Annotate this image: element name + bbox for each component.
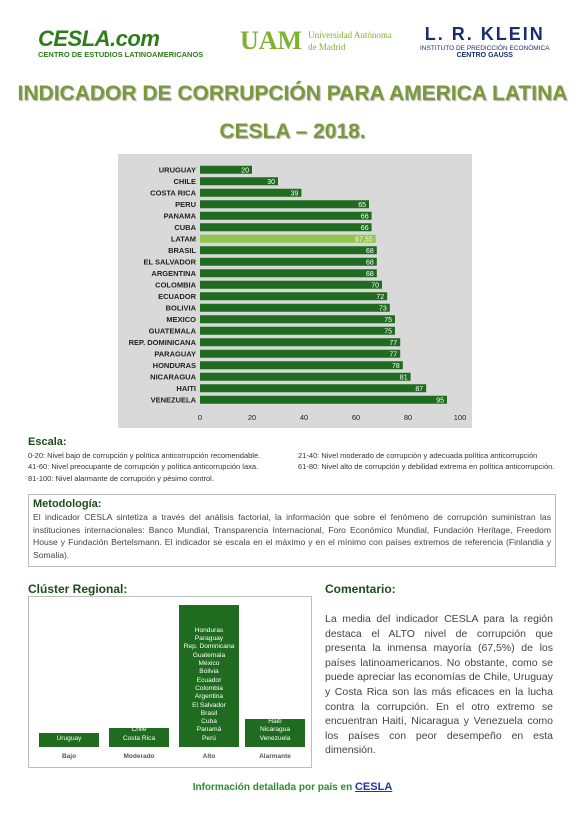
bar-brasil — [200, 246, 377, 254]
value-label-haiti: 87 — [415, 385, 424, 393]
value-label-cuba: 66 — [360, 224, 369, 232]
bar-honduras — [200, 361, 403, 369]
category-label-brasil: BRASIL — [168, 245, 196, 255]
cluster-label-moderado: Moderado — [123, 753, 155, 760]
category-label-venezuela: VENEZUELA — [150, 395, 196, 405]
cluster-country: Bolivia — [199, 668, 219, 676]
value-label-bolivia: 73 — [379, 305, 387, 313]
uam-logo-mark: UAM — [240, 26, 303, 55]
metodologia-text: El indicador CESLA sintetiza a través del análisis factorial, la información que sobre el fenómeno de corrupción suministran las instituciones internacionales: Banco Mundial, Transparencia Internacional, Foro Económico Mundial, Fundación Heritage, Freedom House y Fundación Bertelsmann. El indicador se escala en el máximo y en el mínimo con países extremos de referencia (Finlandia y Somalia). — [33, 512, 551, 560]
category-label-rep-dominicana: REP. DOMINICANA — [128, 337, 196, 347]
value-label-brasil: 68 — [366, 247, 374, 255]
cluster-label-alarmante: Alarmante — [259, 753, 291, 760]
cluster-country: Chile — [131, 726, 147, 734]
x-tick-60: 60 — [351, 413, 361, 422]
category-label-chile: CHILE — [173, 176, 196, 186]
cesla-logo[interactable] — [38, 26, 203, 59]
category-label-cuba: CUBA — [174, 222, 196, 232]
category-label-panama: PANAMA — [163, 211, 196, 221]
metodologia-box — [28, 494, 556, 567]
escala-item-21-40: 21-40: Nivel moderado de corrupción y adecuada política anticorrupción — [298, 451, 538, 460]
value-label-chile: 30 — [267, 178, 275, 186]
x-tick-20: 20 — [247, 413, 257, 422]
bar-cuba — [200, 223, 372, 231]
category-label-honduras: HONDURAS — [152, 360, 196, 370]
cluster-country: El Salvador — [192, 701, 226, 709]
category-label-haiti: HAITI — [176, 383, 196, 393]
value-label-mexico: 75 — [384, 316, 392, 324]
cesla-logo-text: CESLA.com — [38, 26, 160, 51]
cluster-country: Venezuela — [259, 734, 291, 742]
cluster-label-bajo: Bajo — [61, 753, 77, 760]
bar-venezuela — [200, 396, 447, 404]
cluster-country: Ecuador — [196, 676, 222, 684]
bar-guatemala — [200, 327, 395, 335]
bar-panama — [200, 212, 372, 220]
cluster-country: Cuba — [201, 718, 217, 726]
cluster-country: Colombia — [195, 684, 223, 692]
cluster-bar-moderado — [109, 728, 169, 747]
value-label-colombia: 70 — [371, 282, 379, 290]
value-label-latam: 67,55 — [355, 236, 373, 244]
corruption-chart — [118, 154, 472, 428]
klein-logo-center: CENTRO GAUSS — [456, 52, 513, 59]
cluster-country: Panamá — [196, 726, 222, 734]
cluster-country: Haití — [268, 718, 282, 726]
bar-mexico — [200, 315, 395, 323]
footer — [0, 781, 585, 793]
cluster-country: México — [198, 660, 220, 668]
cluster-country: Perú — [202, 734, 216, 742]
category-label-ecuador: ECUADOR — [158, 291, 196, 301]
category-label-colombia: COLOMBIA — [155, 280, 196, 290]
uam-logo-line2: de Madrid — [308, 42, 346, 52]
x-tick-80: 80 — [403, 413, 413, 422]
klein-logo-subtitle: INSTITUTO DE PREDICCIÓN ECONÓMICA — [420, 45, 550, 52]
cluster-country: Paraguay — [194, 635, 224, 643]
cluster-bar-alarmante — [245, 719, 305, 747]
x-tick-100: 100 — [453, 413, 467, 422]
escala-item-0-20: 0-20: Nivel bajo de corrupción y política anticorrupción recomendable. — [28, 451, 261, 460]
category-label-nicaragua: NICARAGUA — [150, 372, 196, 382]
value-label-uruguay: 20 — [241, 167, 249, 175]
bar-el-salvador — [200, 258, 377, 266]
cluster-country: Rep. Dominicana — [183, 643, 235, 651]
category-label-guatemala: GUATEMALA — [148, 326, 196, 336]
cluster-chart — [28, 596, 312, 768]
value-label-argentina: 68 — [366, 270, 374, 278]
page-title: INDICADOR DE CORRUPCIÓN PARA AMERICA LATINA — [17, 82, 568, 105]
value-label-nicaragua: 81 — [399, 374, 408, 382]
bar-argentina — [200, 269, 377, 277]
category-label-costa-rica: COSTA RICA — [150, 188, 196, 198]
cesla-link[interactable]: CESLA — [354, 781, 393, 793]
cesla-logo-subtitle: CENTRO DE ESTUDIOS LATINOAMERICANOS — [38, 50, 204, 59]
value-label-honduras: 78 — [392, 362, 400, 370]
x-tick-40: 40 — [299, 413, 309, 422]
escala-item-61-80: 61-80: Nivel alto de corrupción y debilidad extrema en política anticorrupción. — [298, 462, 555, 471]
uam-logo-line1: Universidad Autónoma — [308, 30, 392, 40]
klein-logo-text: L. R. KLEIN — [424, 24, 545, 44]
cluster-country: Brasil — [200, 709, 218, 717]
cluster-bar-alto — [179, 605, 239, 747]
metodologia-title: Metodología: — [33, 498, 102, 510]
uam-logo[interactable] — [240, 26, 392, 56]
bar-haiti — [200, 384, 426, 392]
category-label-el-salvador: EL SALVADOR — [143, 257, 196, 267]
cluster-country: Argentina — [194, 693, 224, 701]
cluster-bar-bajo — [39, 733, 99, 747]
value-label-el-salvador: 68 — [366, 259, 374, 267]
bar-rep-dominicana — [200, 338, 400, 346]
cluster-label-alto: Alto — [202, 753, 216, 760]
bar-ecuador — [200, 292, 387, 300]
bar-paraguay — [200, 350, 400, 358]
bar-peru — [200, 200, 369, 208]
bar-bolivia — [200, 304, 390, 312]
cluster-country: Costa Rica — [122, 734, 156, 742]
cluster-title: Clúster Regional: — [28, 582, 128, 596]
comentario-title: Comentario: — [325, 582, 396, 596]
category-label-latam: LATAM — [170, 234, 196, 244]
klein-logo[interactable] — [420, 24, 550, 59]
cluster-country: Uruguay — [56, 734, 82, 742]
comentario-text: La media del indicador CESLA para la región destaca el ALTO nivel de corrupción que presenta la inmensa mayoría (67,5%) de los países latinoamericanos. No obstante, como se puede apreciar las economías de Chile, Uruguay y Costa Rica son las más eficaces en la lucha contra la corrupción. En el otro extremo se encuentran Haití, Nicaragua y Venezuela como los países con peor desempeño en esta dimensión. — [325, 613, 553, 757]
category-label-mexico: MEXICO — [166, 314, 196, 324]
value-label-ecuador: 72 — [376, 293, 385, 301]
corruption-bar-chart — [118, 154, 472, 428]
category-label-bolivia: BOLIVIA — [165, 303, 196, 313]
bar-nicaragua — [200, 373, 411, 381]
footer-text: Información detallada por país en — [192, 782, 353, 793]
cluster-country: Honduras — [194, 626, 224, 634]
value-label-costa-rica: 39 — [290, 190, 299, 198]
value-label-peru: 65 — [358, 201, 366, 209]
value-label-venezuela: 95 — [436, 397, 444, 405]
escala-item-41-60: 41-60: Nivel preocupante de corrupción y política anticorrupción laxa. — [28, 462, 259, 471]
category-label-uruguay: URUGUAY — [158, 165, 196, 175]
bar-latam — [200, 235, 376, 243]
bar-colombia — [200, 281, 382, 289]
escala-item-81-100: 81-100: Nivel alarmante de corrupción y pésimo control. — [28, 474, 214, 483]
x-tick-0: 0 — [197, 413, 203, 422]
escala-title: Escala: — [28, 436, 67, 448]
value-label-guatemala: 75 — [384, 328, 392, 336]
value-label-paraguay: 77 — [389, 351, 398, 359]
category-label-peru: PERU — [175, 199, 196, 209]
bar-costa-rica — [200, 189, 301, 197]
category-label-argentina: ARGENTINA — [151, 268, 196, 278]
value-label-rep-dominicana: 77 — [389, 339, 398, 347]
cluster-country: Guatemala — [192, 651, 226, 659]
cluster-country: Nicaragua — [259, 726, 291, 734]
value-label-panama: 66 — [360, 213, 369, 221]
page-subtitle: CESLA – 2018. — [219, 120, 366, 143]
category-label-paraguay: PARAGUAY — [154, 349, 196, 359]
